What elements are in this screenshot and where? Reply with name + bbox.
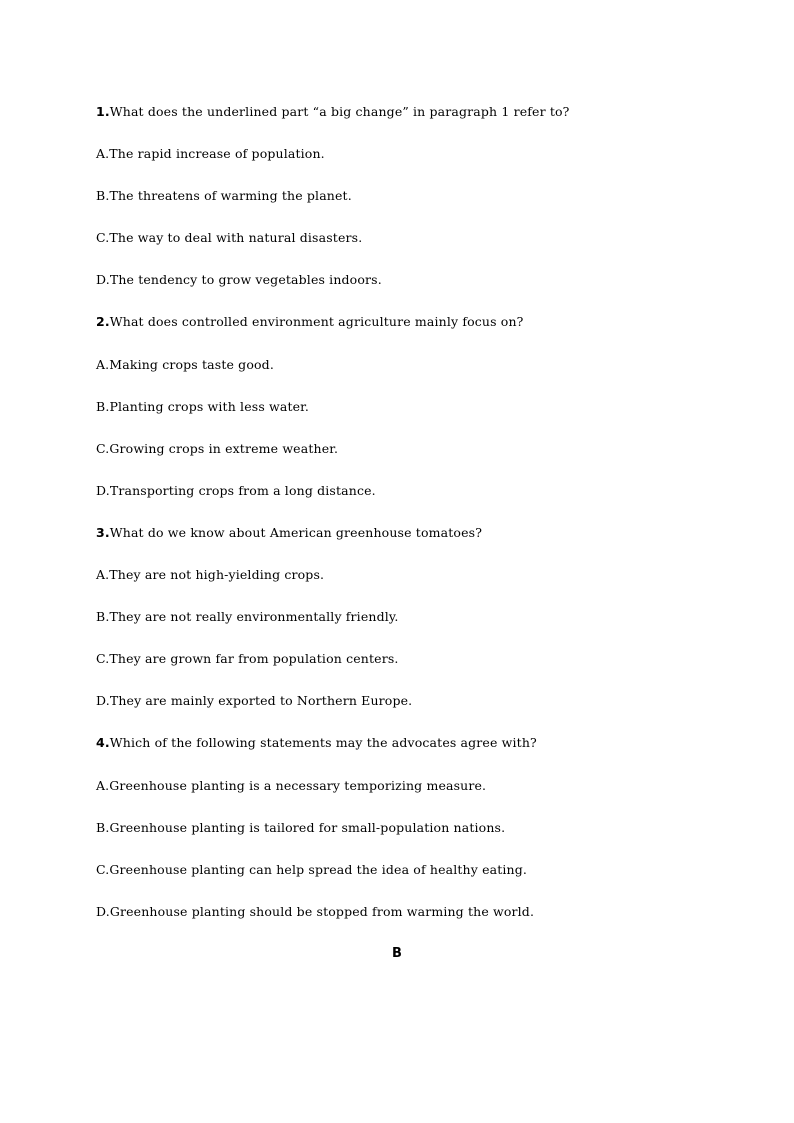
question-stem (96, 731, 736, 773)
question-stem (96, 100, 736, 142)
section-heading: B (392, 946, 402, 961)
option-a: A.They are not high-yielding crops. (96, 567, 325, 583)
option-c: C.They are grown far from population centers. (96, 651, 399, 667)
question-1 (96, 100, 736, 310)
option-c: C.Growing crops in extreme weather. (96, 440, 339, 456)
option-d: D.The tendency to grow vegetables indoors. (96, 272, 382, 288)
option-a: A.The rapid increase of population. (96, 146, 325, 162)
option-b: B.Greenhouse planting is tailored for small-population nations. (96, 819, 506, 835)
question-3 (96, 521, 736, 731)
option-a: A.Greenhouse planting is a necessary temporizing measure. (96, 777, 487, 793)
question-number: 1. (96, 104, 110, 119)
question-text: What do we know about American greenhouse tomatoes? (109, 524, 483, 540)
question-list (96, 100, 736, 942)
question-number: 3. (96, 524, 110, 540)
question-number: 4. (96, 735, 110, 751)
option-b: B.They are not really environmentally friendly. (96, 609, 399, 625)
option-c: C.The way to deal with natural disasters. (96, 230, 363, 246)
question-text: What does the underlined part “a big change” in paragraph 1 refer to? (109, 104, 570, 119)
option-b: B.The threatens of warming the planet. (96, 188, 352, 204)
question-text: Which of the following statements may the advocates agree with? (109, 735, 537, 751)
option-d: D.They are mainly exported to Northern Europe. (96, 693, 413, 709)
option-d: D.Transporting crops from a long distance. (96, 482, 376, 498)
question-stem (96, 521, 736, 563)
question-2 (96, 310, 736, 520)
option-d: D.Greenhouse planting should be stopped from warming the world. (96, 903, 535, 919)
question-4 (96, 731, 736, 941)
question-number: 2. (96, 314, 110, 330)
question-text: What does controlled environment agriculture mainly focus on? (109, 314, 524, 330)
option-c: C.Greenhouse planting can help spread the idea of healthy eating. (96, 861, 528, 877)
question-stem (96, 310, 736, 352)
option-b: B.Planting crops with less water. (96, 398, 310, 414)
option-a: A.Making crops taste good. (96, 356, 274, 372)
